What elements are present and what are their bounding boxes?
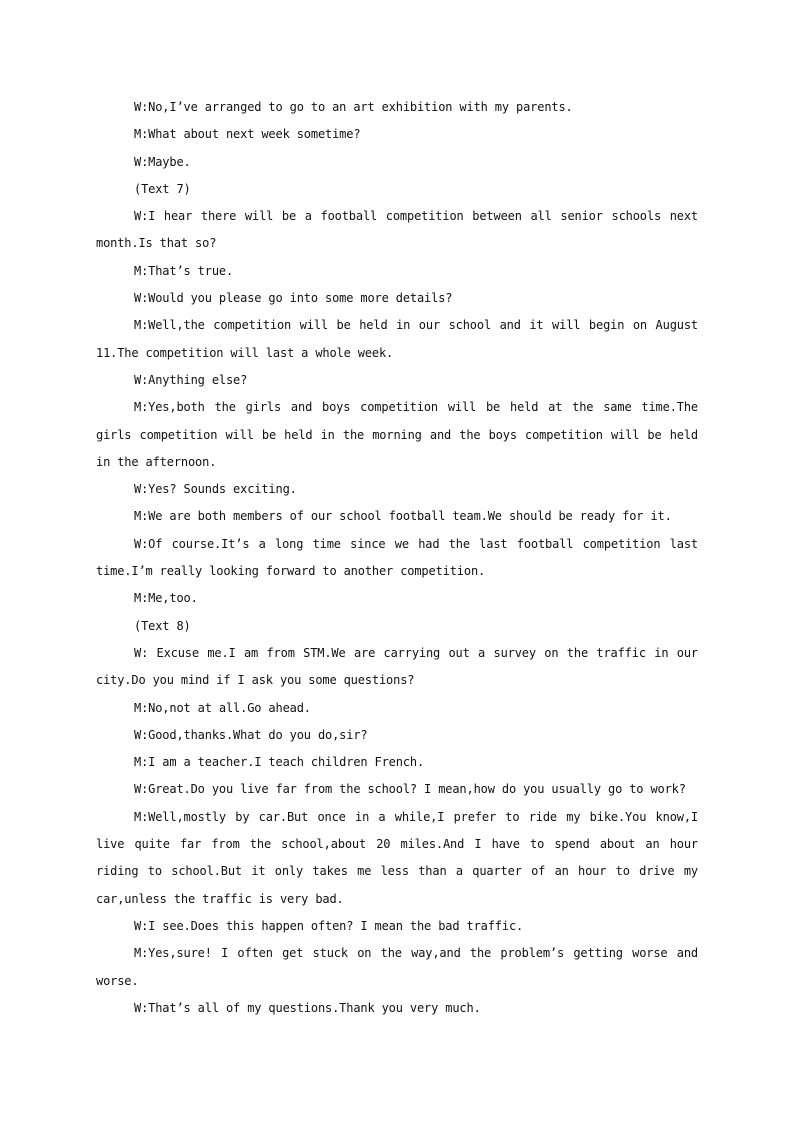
dialogue-line: W:Good,thanks.What do you do,sir? — [134, 727, 368, 742]
dialogue-line: W: Excuse me.I am from STM.We are carrying out a survey on the traffic in our city.Do you mind if I ask you some questions? — [96, 645, 698, 688]
dialogue-line: M:That’s true. — [134, 263, 234, 278]
dialogue-line: W:Of course.It’s a long time since we had the last football competition last time.I’m really looking forward to another competition. — [96, 536, 698, 579]
dialogue-line: W:I see.Does this happen often? I mean the bad traffic. — [134, 918, 524, 933]
dialogue-line: M:Yes,both the girls and boys competition will be held at the same time.The girls competition will be held in the morning and the boys competition will be held in the afternoon. — [96, 400, 698, 469]
dialogue-line: W:No,I’ve arranged to go to an art exhibition with my parents. — [134, 100, 573, 114]
dialogue-line: M:Me,too. — [134, 591, 198, 606]
section-label-text-8: (Text 8) — [134, 618, 191, 633]
transcript-page — [96, 94, 698, 1022]
dialogue-line: M:No,not at all.Go ahead. — [134, 700, 311, 715]
dialogue-line: W:That’s all of my questions.Thank you very much. — [134, 1000, 481, 1015]
dialogue-line: W:I hear there will be a football competition between all senior schools next month.Is that so? — [96, 209, 698, 251]
dialogue-line: M:I am a teacher.I teach children French. — [134, 755, 425, 770]
dialogue-line: W:Great.Do you live far from the school? I mean,how do you usually go to work? — [134, 782, 686, 797]
section-label-text-7: (Text 7) — [134, 181, 191, 196]
dialogue-line: W:Yes? Sounds exciting. — [134, 482, 297, 497]
dialogue-line: M:We are both members of our school football team.We should be ready for it. — [134, 509, 672, 524]
dialogue-line: W:Would you please go into some more details? — [134, 291, 453, 306]
dialogue-line: W:Maybe. — [134, 154, 191, 169]
dialogue-line: W:Anything else? — [134, 372, 248, 387]
dialogue-line: M:Well,the competition will be held in our school and it will begin on August 11.The competition will last a whole week. — [96, 318, 698, 360]
dialogue-line: M:Yes,sure! I often get stuck on the way,and the problem’s getting worse and worse. — [96, 946, 698, 988]
dialogue-line: M:What about next week sometime? — [134, 127, 361, 142]
dialogue-line: M:Well,mostly by car.But once in a while,I prefer to ride my bike.You know,I live quite far from the school,about 20 miles.And I have to spend about an hour riding to school.But it only takes me less than a quarter of an hour to drive my car,unless the traffic is very bad. — [96, 809, 698, 906]
